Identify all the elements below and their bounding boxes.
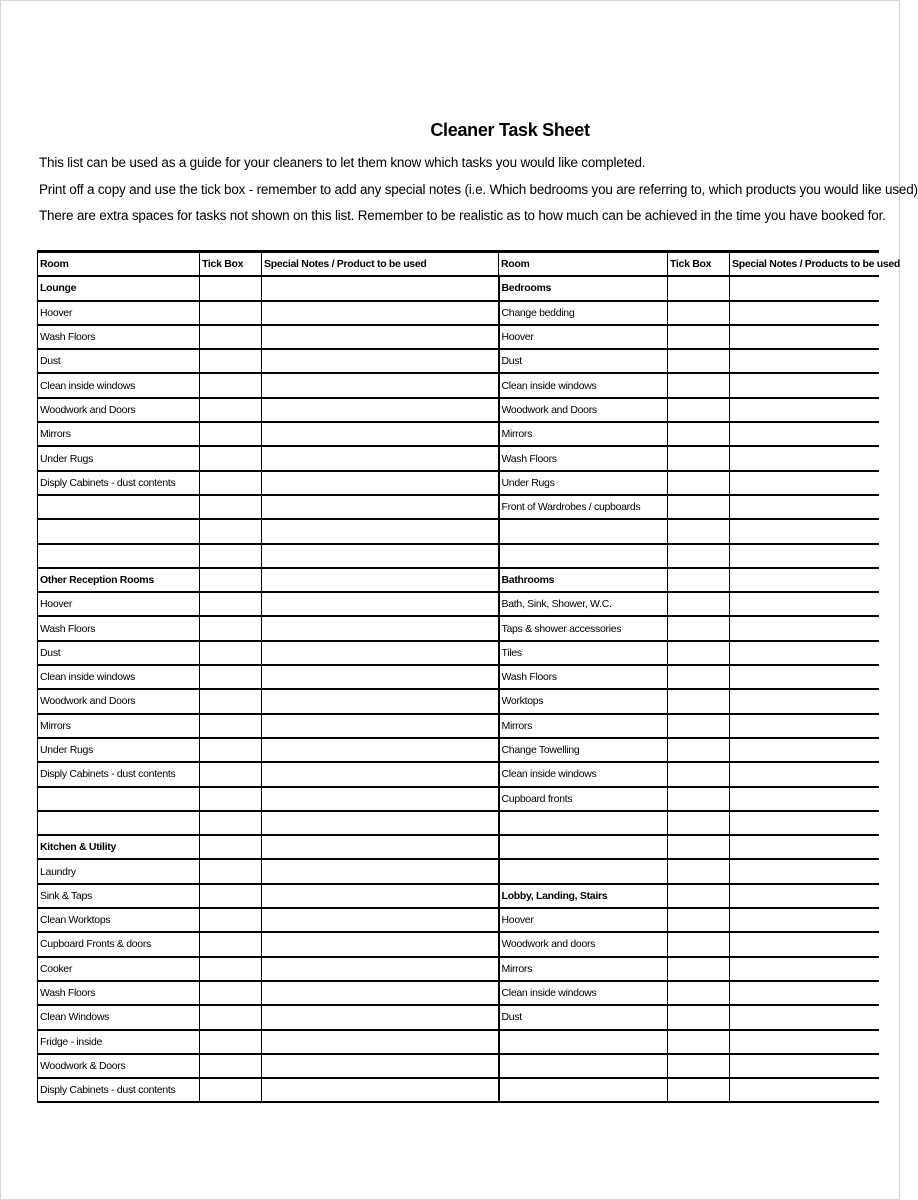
tick-box-left[interactable] <box>200 398 262 422</box>
table-row <box>38 544 879 568</box>
tick-box-left[interactable] <box>200 568 262 592</box>
task-label-left: Disply Cabinets - dust contents <box>38 1078 200 1102</box>
tick-box-left[interactable] <box>200 908 262 932</box>
table-row <box>38 398 879 422</box>
table-header-row <box>38 252 879 277</box>
table-row <box>38 495 879 519</box>
notes-cell-left[interactable] <box>262 301 499 325</box>
notes-cell-right[interactable] <box>730 665 879 689</box>
notes-cell-right[interactable] <box>730 689 879 713</box>
notes-cell-right[interactable] <box>730 301 879 325</box>
tick-box-right[interactable] <box>668 1030 730 1054</box>
tick-box-right[interactable] <box>668 373 730 397</box>
table-row <box>38 665 879 689</box>
task-label-right: Mirrors <box>499 957 668 981</box>
task-label-left: Clean Windows <box>38 1005 200 1029</box>
task-table <box>37 250 901 1103</box>
tick-box-left[interactable] <box>200 1030 262 1054</box>
notes-cell-left[interactable] <box>262 738 499 762</box>
tick-box-right[interactable] <box>668 714 730 738</box>
task-label-right <box>499 1078 668 1102</box>
notes-cell-left[interactable] <box>262 544 499 568</box>
tick-box-right[interactable] <box>668 811 730 835</box>
task-label-right <box>499 1054 668 1078</box>
notes-cell-right[interactable] <box>730 1030 879 1054</box>
tick-box-left[interactable] <box>200 957 262 981</box>
task-label-left: Hoover <box>38 301 200 325</box>
tick-box-right[interactable] <box>668 398 730 422</box>
task-label-right: Hoover <box>499 325 668 349</box>
task-label-right: Wash Floors <box>499 446 668 470</box>
task-label-right: Hoover <box>499 908 668 932</box>
task-label-left <box>38 495 200 519</box>
tick-box-right[interactable] <box>668 932 730 956</box>
tick-box-left[interactable] <box>200 981 262 1005</box>
task-label-right: Wash Floors <box>499 665 668 689</box>
tick-box-left[interactable] <box>200 859 262 883</box>
table-row <box>38 884 879 908</box>
tick-box-right[interactable] <box>668 1054 730 1078</box>
task-label-left: Mirrors <box>38 714 200 738</box>
task-label-left <box>38 787 200 811</box>
task-label-left: Clean inside windows <box>38 373 200 397</box>
task-label-left: Fridge - inside <box>38 1030 200 1054</box>
task-label-left: Clean Worktops <box>38 908 200 932</box>
notes-cell-right[interactable] <box>730 908 879 932</box>
notes-cell-right[interactable] <box>730 762 879 786</box>
notes-cell-left[interactable] <box>262 1054 499 1078</box>
page-title: Cleaner Task Sheet <box>430 120 590 140</box>
task-label-right: Change Towelling <box>499 738 668 762</box>
table-row <box>38 592 879 616</box>
task-label-right <box>499 859 668 883</box>
task-label-right: Tiles <box>499 641 668 665</box>
tick-box-left[interactable] <box>200 276 262 300</box>
task-label-left: Laundry <box>38 859 200 883</box>
notes-cell-left[interactable] <box>262 787 499 811</box>
tick-box-left[interactable] <box>200 787 262 811</box>
task-label-right: Taps & shower accessories <box>499 616 668 640</box>
tick-box-left[interactable] <box>200 641 262 665</box>
table-row <box>38 787 879 811</box>
tick-box-right[interactable] <box>668 689 730 713</box>
notes-cell-right[interactable] <box>730 859 879 883</box>
notes-cell-right[interactable] <box>730 1078 879 1102</box>
notes-cell-left[interactable] <box>262 471 499 495</box>
tick-box-left[interactable] <box>200 738 262 762</box>
notes-cell-right[interactable] <box>730 738 879 762</box>
table-row <box>38 422 879 446</box>
notes-cell-right[interactable] <box>730 592 879 616</box>
notes-cell-left[interactable] <box>262 689 499 713</box>
notes-cell-right[interactable] <box>730 811 879 835</box>
tick-box-right[interactable] <box>668 568 730 592</box>
notes-cell-right[interactable] <box>730 714 879 738</box>
notes-cell-left[interactable] <box>262 957 499 981</box>
tick-box-right[interactable] <box>668 957 730 981</box>
notes-cell-left[interactable] <box>262 1078 499 1102</box>
tick-box-right[interactable] <box>668 544 730 568</box>
table-row <box>38 446 879 470</box>
task-label-left: Under Rugs <box>38 446 200 470</box>
task-label-left: Hoover <box>38 592 200 616</box>
task-label-right: Woodwork and doors <box>499 932 668 956</box>
notes-cell-left[interactable] <box>262 446 499 470</box>
tick-box-right[interactable] <box>668 592 730 616</box>
tick-box-left[interactable] <box>200 519 262 543</box>
notes-cell-left[interactable] <box>262 325 499 349</box>
task-label-left: Woodwork & Doors <box>38 1054 200 1078</box>
notes-cell-right[interactable] <box>730 568 879 592</box>
tick-box-left[interactable] <box>200 665 262 689</box>
tick-box-left[interactable] <box>200 616 262 640</box>
intro-line-2: Print off a copy and use the tick box - remember to add any special notes (i.e. Which bedrooms you are referring to, which products you would like used) <box>39 181 918 197</box>
notes-cell-right[interactable] <box>730 398 879 422</box>
table-row <box>38 859 879 883</box>
header-tick-right: Tick Box <box>668 252 730 277</box>
table-row <box>38 908 879 932</box>
tick-box-right[interactable] <box>668 349 730 373</box>
notes-cell-right[interactable] <box>730 519 879 543</box>
tick-box-left[interactable] <box>200 762 262 786</box>
tick-box-left[interactable] <box>200 422 262 446</box>
notes-cell-left[interactable] <box>262 714 499 738</box>
table-row <box>38 762 879 786</box>
tick-box-left[interactable] <box>200 884 262 908</box>
tick-box-left[interactable] <box>200 592 262 616</box>
table-row <box>38 568 879 592</box>
tick-box-right[interactable] <box>668 471 730 495</box>
task-label-right <box>499 811 668 835</box>
notes-cell-right[interactable] <box>730 471 879 495</box>
task-label-right: Clean inside windows <box>499 981 668 1005</box>
table-row <box>38 932 879 956</box>
task-label-right: Lobby, Landing, Stairs <box>499 884 668 908</box>
notes-cell-left[interactable] <box>262 981 499 1005</box>
notes-cell-right[interactable] <box>730 446 879 470</box>
task-label-left: Other Reception Rooms <box>38 568 200 592</box>
notes-cell-right[interactable] <box>730 884 879 908</box>
table-row <box>38 641 879 665</box>
header-notes-right: Special Notes / Products to be used <box>730 252 879 277</box>
tick-box-left[interactable] <box>200 325 262 349</box>
task-label-right <box>499 1030 668 1054</box>
notes-cell-right[interactable] <box>730 932 879 956</box>
tick-box-right[interactable] <box>668 835 730 859</box>
intro-line-1: This list can be used as a guide for your cleaners to let them know which tasks you would like completed. <box>39 155 646 170</box>
table-row <box>38 811 879 835</box>
task-label-left: Clean inside windows <box>38 665 200 689</box>
task-label-left: Under Rugs <box>38 738 200 762</box>
notes-cell-left[interactable] <box>262 884 499 908</box>
table-row <box>38 373 879 397</box>
task-label-right: Front of Wardrobes / cupboards <box>499 495 668 519</box>
notes-cell-right[interactable] <box>730 422 879 446</box>
intro-text <box>39 150 918 230</box>
notes-cell-left[interactable] <box>262 835 499 859</box>
task-label-left <box>38 544 200 568</box>
tick-box-right[interactable] <box>668 1005 730 1029</box>
tick-box-left[interactable] <box>200 471 262 495</box>
table-row <box>38 738 879 762</box>
tick-box-right[interactable] <box>668 762 730 786</box>
task-label-right: Bedrooms <box>499 276 668 300</box>
notes-cell-left[interactable] <box>262 568 499 592</box>
table-row <box>38 689 879 713</box>
task-label-left: Disply Cabinets - dust contents <box>38 471 200 495</box>
notes-cell-right[interactable] <box>730 616 879 640</box>
task-label-right: Change bedding <box>499 301 668 325</box>
tick-box-left[interactable] <box>200 811 262 835</box>
task-label-left: Woodwork and Doors <box>38 398 200 422</box>
task-label-right: Mirrors <box>499 422 668 446</box>
task-label-right: Worktops <box>499 689 668 713</box>
tick-box-left[interactable] <box>200 835 262 859</box>
task-label-right: Bath, Sink, Shower, W.C. <box>499 592 668 616</box>
tick-box-left[interactable] <box>200 495 262 519</box>
notes-cell-left[interactable] <box>262 762 499 786</box>
task-label-right <box>499 835 668 859</box>
notes-cell-right[interactable] <box>730 981 879 1005</box>
task-label-right: Clean inside windows <box>499 373 668 397</box>
notes-cell-right[interactable] <box>730 787 879 811</box>
tick-box-right[interactable] <box>668 738 730 762</box>
notes-cell-left[interactable] <box>262 859 499 883</box>
notes-cell-right[interactable] <box>730 1005 879 1029</box>
tick-box-left[interactable] <box>200 544 262 568</box>
task-label-left: Cupboard Fronts & doors <box>38 932 200 956</box>
tick-box-right[interactable] <box>668 859 730 883</box>
tick-box-right[interactable] <box>668 908 730 932</box>
notes-cell-left[interactable] <box>262 276 499 300</box>
notes-cell-right[interactable] <box>730 349 879 373</box>
table-row <box>38 471 879 495</box>
tick-box-left[interactable] <box>200 1054 262 1078</box>
task-label-left: Cooker <box>38 957 200 981</box>
task-label-right: Cupboard fronts <box>499 787 668 811</box>
tick-box-left[interactable] <box>200 349 262 373</box>
task-label-right <box>499 519 668 543</box>
tick-box-left[interactable] <box>200 373 262 397</box>
tick-box-right[interactable] <box>668 495 730 519</box>
notes-cell-left[interactable] <box>262 932 499 956</box>
tick-box-right[interactable] <box>668 787 730 811</box>
table-row <box>38 349 879 373</box>
header-tick-left: Tick Box <box>200 252 262 277</box>
notes-cell-right[interactable] <box>730 544 879 568</box>
table-row <box>38 957 879 981</box>
tick-box-left[interactable] <box>200 1078 262 1102</box>
notes-cell-right[interactable] <box>730 276 879 300</box>
table-row <box>38 519 879 543</box>
notes-cell-left[interactable] <box>262 495 499 519</box>
table-row <box>38 325 879 349</box>
task-label-right: Dust <box>499 1005 668 1029</box>
notes-cell-right[interactable] <box>730 957 879 981</box>
task-label-right <box>499 544 668 568</box>
notes-cell-left[interactable] <box>262 616 499 640</box>
tick-box-left[interactable] <box>200 714 262 738</box>
task-label-left: Wash Floors <box>38 325 200 349</box>
tick-box-right[interactable] <box>668 616 730 640</box>
notes-cell-left[interactable] <box>262 592 499 616</box>
task-label-left: Dust <box>38 641 200 665</box>
tick-box-left[interactable] <box>200 301 262 325</box>
notes-cell-right[interactable] <box>730 1054 879 1078</box>
header-room-right: Room <box>499 252 668 277</box>
tick-box-right[interactable] <box>668 665 730 689</box>
notes-cell-right[interactable] <box>730 641 879 665</box>
task-label-left <box>38 519 200 543</box>
notes-cell-left[interactable] <box>262 665 499 689</box>
notes-cell-left[interactable] <box>262 349 499 373</box>
tick-box-right[interactable] <box>668 325 730 349</box>
tick-box-right[interactable] <box>668 446 730 470</box>
task-label-left: Lounge <box>38 276 200 300</box>
notes-cell-left[interactable] <box>262 1005 499 1029</box>
tick-box-left[interactable] <box>200 446 262 470</box>
table-row <box>38 835 879 859</box>
tick-box-right[interactable] <box>668 884 730 908</box>
tick-box-right[interactable] <box>668 641 730 665</box>
task-rows <box>38 276 879 1102</box>
task-label-right: Woodwork and Doors <box>499 398 668 422</box>
task-label-left: Wash Floors <box>38 981 200 1005</box>
table-row <box>38 981 879 1005</box>
table-row <box>38 1005 879 1029</box>
notes-cell-left[interactable] <box>262 908 499 932</box>
task-label-left: Woodwork and Doors <box>38 689 200 713</box>
notes-cell-left[interactable] <box>262 422 499 446</box>
task-label-left: Dust <box>38 349 200 373</box>
notes-cell-left[interactable] <box>262 641 499 665</box>
tick-box-right[interactable] <box>668 276 730 300</box>
task-label-left: Kitchen & Utility <box>38 835 200 859</box>
task-label-left: Mirrors <box>38 422 200 446</box>
task-label-right: Dust <box>499 349 668 373</box>
task-label-right: Bathrooms <box>499 568 668 592</box>
tick-box-right[interactable] <box>668 519 730 543</box>
task-label-left <box>38 811 200 835</box>
tick-box-right[interactable] <box>668 422 730 446</box>
notes-cell-right[interactable] <box>730 495 879 519</box>
notes-cell-left[interactable] <box>262 373 499 397</box>
tick-box-right[interactable] <box>668 981 730 1005</box>
tick-box-right[interactable] <box>668 1078 730 1102</box>
header-notes-left: Special Notes / Product to be used <box>262 252 499 277</box>
notes-cell-right[interactable] <box>730 373 879 397</box>
notes-cell-left[interactable] <box>262 398 499 422</box>
table-row <box>38 1054 879 1078</box>
task-label-left: Disply Cabinets - dust contents <box>38 762 200 786</box>
tick-box-left[interactable] <box>200 1005 262 1029</box>
table-row <box>38 276 879 300</box>
task-label-left: Wash Floors <box>38 616 200 640</box>
notes-cell-left[interactable] <box>262 519 499 543</box>
table-row <box>38 1078 879 1102</box>
notes-cell-left[interactable] <box>262 811 499 835</box>
notes-cell-left[interactable] <box>262 1030 499 1054</box>
header-room-left: Room <box>38 252 200 277</box>
table-row <box>38 714 879 738</box>
task-label-right: Clean inside windows <box>499 762 668 786</box>
tick-box-left[interactable] <box>200 689 262 713</box>
tick-box-right[interactable] <box>668 301 730 325</box>
intro-line-3: There are extra spaces for tasks not shown on this list. Remember to be realistic as to how much can be achieved in the time you have booked for. <box>39 208 886 223</box>
table-row <box>38 616 879 640</box>
task-label-left: Sink & Taps <box>38 884 200 908</box>
tick-box-left[interactable] <box>200 932 262 956</box>
notes-cell-right[interactable] <box>730 835 879 859</box>
task-label-right: Mirrors <box>499 714 668 738</box>
notes-cell-right[interactable] <box>730 325 879 349</box>
table-row <box>38 1030 879 1054</box>
task-label-right: Under Rugs <box>499 471 668 495</box>
table-row <box>38 301 879 325</box>
